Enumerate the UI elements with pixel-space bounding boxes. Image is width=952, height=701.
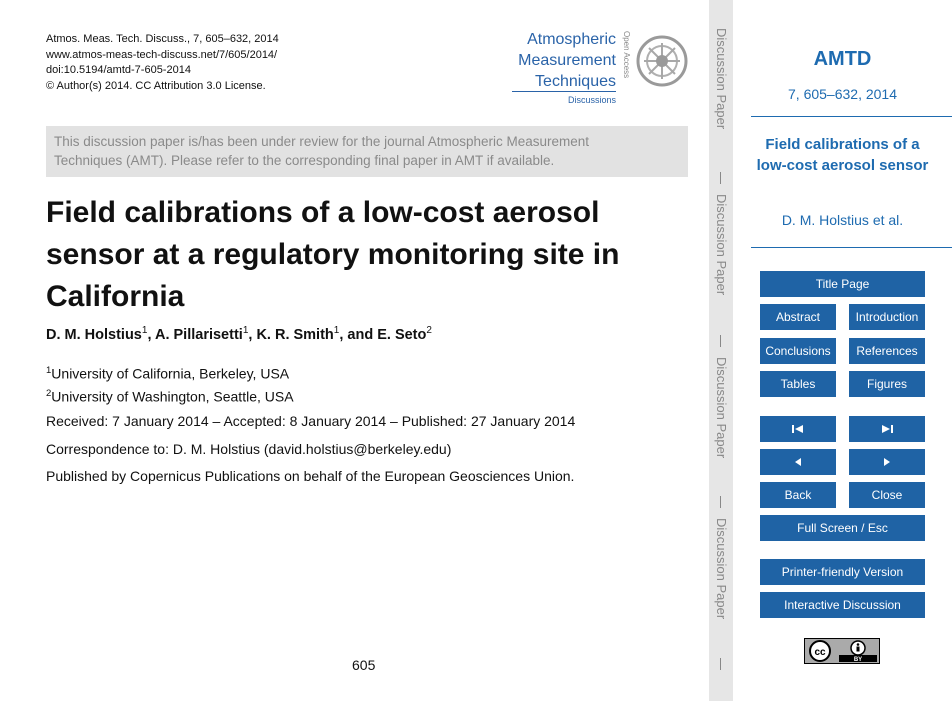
first-page-icon <box>791 424 805 434</box>
author-name: A. Pillarisetti <box>154 326 243 343</box>
navigation-sidebar <box>733 0 952 701</box>
affiliation-item <box>46 384 294 407</box>
author-affiliation-mark: 1 <box>141 325 148 336</box>
discussion-paper-label: Discussion Paper <box>714 357 729 459</box>
author-separator: , <box>248 326 257 343</box>
author-name: D. M. Holstius <box>46 326 142 343</box>
sidebar-volume: 7, 605–632, 2014 <box>788 86 897 102</box>
header-meta <box>46 32 279 94</box>
conclusions-button[interactable]: Conclusions <box>760 338 836 364</box>
tables-button[interactable]: Tables <box>760 371 836 397</box>
author-separator: , and <box>339 326 378 343</box>
publisher-statement: Published by Copernicus Publications on behalf of the European Geosciences Union. <box>46 468 575 484</box>
arrow-right-icon <box>882 457 892 467</box>
interactive-discussion-button[interactable]: Interactive Discussion <box>760 592 925 618</box>
logo-line-techniques: Techniques <box>535 73 616 90</box>
journal-citation: Atmos. Meas. Tech. Discuss., 7, 605–632, 2014 <box>46 33 279 45</box>
cc-by-icon <box>805 639 879 663</box>
cc-license-badge[interactable] <box>804 638 880 664</box>
journal-logo <box>510 29 690 109</box>
author-separator: , <box>147 326 155 343</box>
sidebar-journal: AMTD <box>813 48 872 70</box>
discussion-paper-label: Discussion Paper <box>714 518 729 620</box>
strip-separator <box>720 496 721 508</box>
affiliations <box>46 361 294 406</box>
next-page-button[interactable] <box>849 449 925 475</box>
notice-line-2: Techniques (AMT). Please refer to the corresponding final paper in AMT if available. <box>54 153 555 168</box>
affiliation-number: 2 <box>46 387 52 399</box>
by-mark: BY <box>853 657 863 663</box>
figures-button[interactable]: Figures <box>849 371 925 397</box>
sidebar-divider <box>751 247 952 248</box>
affiliation-text: University of Washington, Seattle, USA <box>51 388 294 405</box>
doi: doi:10.5194/amtd-7-605-2014 <box>46 64 191 76</box>
discussion-paper-strip <box>709 0 733 701</box>
open-access-label: Open Access <box>622 31 631 79</box>
cc-mark: cc <box>814 647 826 658</box>
close-button[interactable]: Close <box>849 482 925 508</box>
logo-divider <box>512 91 616 92</box>
title-line: California <box>46 280 185 313</box>
title-line: Field calibrations of a low-cost aerosol <box>46 196 600 229</box>
last-page-button[interactable] <box>849 416 925 442</box>
author-name: K. R. Smith <box>256 326 334 343</box>
title-line: sensor at a regulatory monitoring site in <box>46 238 620 271</box>
egu-emblem-icon <box>634 33 690 89</box>
first-page-button[interactable] <box>760 416 836 442</box>
previous-page-button[interactable] <box>760 449 836 475</box>
sidebar-divider <box>751 116 952 117</box>
license: © Author(s) 2014. CC Attribution 3.0 License. <box>46 79 266 92</box>
publication-dates: Received: 7 January 2014 – Accepted: 8 January 2014 – Published: 27 January 2014 <box>46 413 576 429</box>
author-affiliation-mark: 1 <box>333 325 340 336</box>
introduction-button[interactable]: Introduction <box>849 304 925 330</box>
full-screen-button[interactable]: Full Screen / Esc <box>760 515 925 541</box>
back-button[interactable]: Back <box>760 482 836 508</box>
page-number: 605 <box>352 657 376 673</box>
logo-line-atmospheric: Atmospheric <box>527 31 616 48</box>
author-affiliation-mark: 1 <box>242 325 249 336</box>
affiliation-number: 1 <box>46 365 52 376</box>
affiliation-text: University of California, Berkeley, USA <box>51 365 290 382</box>
discussion-paper-label: Discussion Paper <box>714 194 729 296</box>
last-page-icon <box>880 424 894 434</box>
references-button[interactable]: References <box>849 338 925 364</box>
author-list <box>46 325 432 343</box>
arrow-left-icon <box>793 457 803 467</box>
logo-line-measurement: Measurement <box>518 52 616 69</box>
logo-discussions: Discussions <box>567 95 616 105</box>
paper-title <box>46 192 696 318</box>
sidebar-short-title: Field calibrations of a low-cost aerosol sensor <box>756 136 929 174</box>
author-affiliation-mark: 2 <box>426 325 432 336</box>
affiliation-item <box>46 361 294 384</box>
discussion-paper-label: Discussion Paper <box>714 28 729 130</box>
strip-separator <box>720 658 721 670</box>
printer-friendly-button[interactable]: Printer-friendly Version <box>760 559 925 585</box>
correspondence: Correspondence to: D. M. Holstius (david.holstius@berkeley.edu) <box>46 441 452 457</box>
title-page-button[interactable]: Title Page <box>760 271 925 297</box>
review-notice <box>46 126 688 177</box>
strip-separator <box>720 335 721 347</box>
journal-url[interactable]: www.atmos-meas-tech-discuss.net/7/605/2014/ <box>46 48 278 61</box>
sidebar-authors: D. M. Holstius et al. <box>781 212 904 228</box>
strip-separator <box>720 172 721 184</box>
author-name: E. Seto <box>377 326 427 343</box>
abstract-button[interactable]: Abstract <box>760 304 836 330</box>
notice-line-1: This discussion paper is/has been under review for the journal Atmospheric Measurement <box>54 134 590 149</box>
